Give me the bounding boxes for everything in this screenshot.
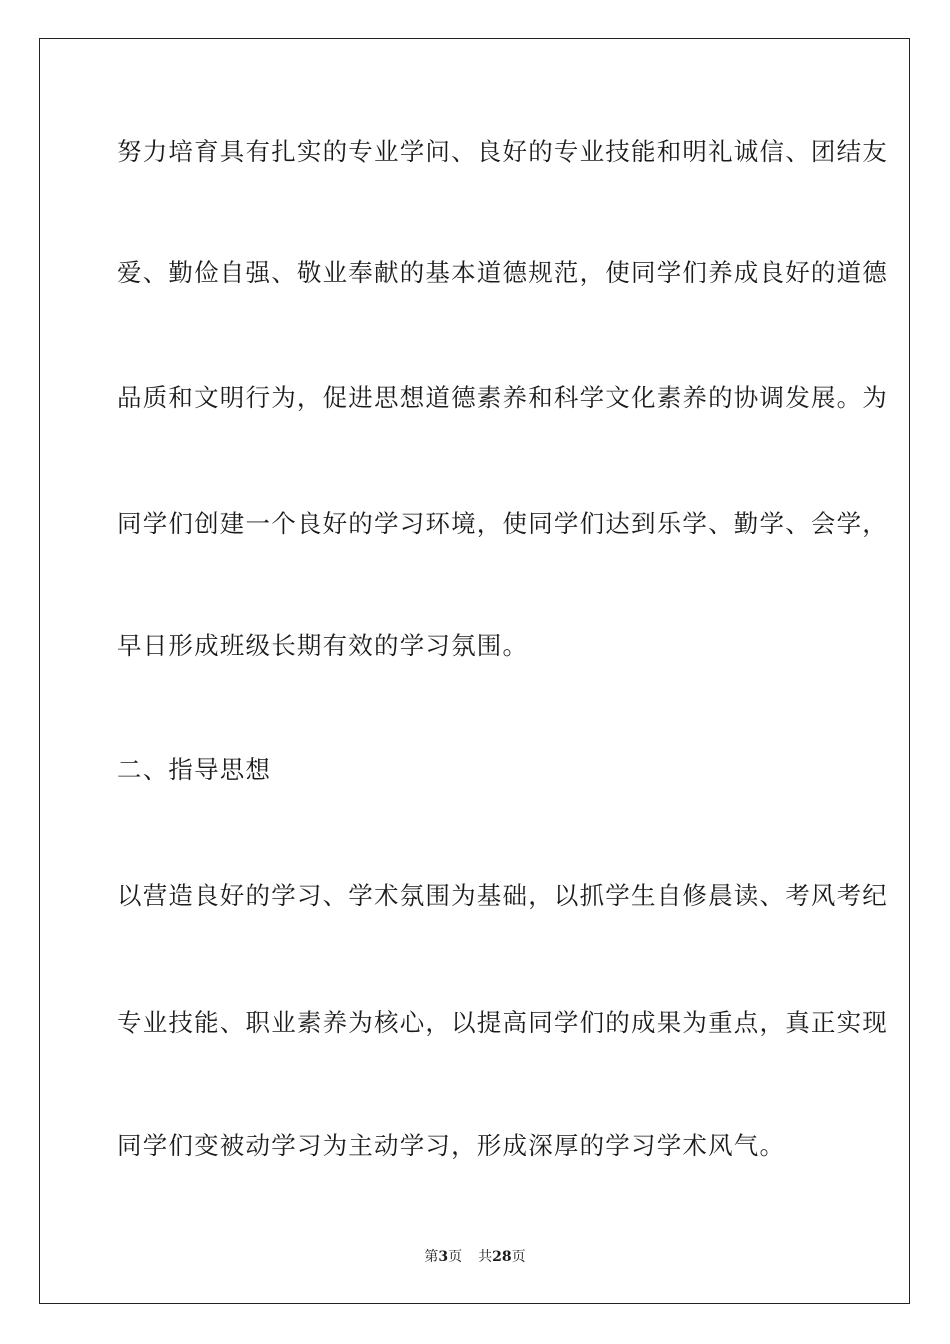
section-heading: 二、指导思想 (117, 755, 272, 784)
footer-page-number: 3 (438, 1249, 449, 1265)
footer-total-pages: 28 (492, 1249, 512, 1265)
body-line-2: 爱、勤俭自强、敬业奉献的基本道德规范，使同学们养成良好的道德 (117, 258, 888, 287)
footer-page-unit: 页 (448, 1249, 463, 1265)
body-line-7: 专业技能、职业素养为核心，以提高同学们的成果为重点，真正实现 (117, 1008, 888, 1037)
body-line-6: 以营造良好的学习、学术氛围为基础，以抓学生自修晨读、考风考纪 (117, 881, 888, 910)
body-line-1: 努力培育具有扎实的专业学问、良好的专业技能和明礼诚信、团结友 (117, 137, 888, 166)
body-line-8: 同学们变被动学习为主动学习，形成深厚的学习学术风气。 (117, 1131, 786, 1160)
body-line-4: 同学们创建一个良好的学习环境，使同学们达到乐学、勤学、会学， (117, 509, 888, 538)
footer-page-prefix: 第 (424, 1249, 439, 1265)
body-line-5: 早日形成班级长期有效的学习氛围。 (117, 631, 529, 660)
footer-total-unit: 页 (511, 1249, 526, 1265)
page-border (39, 38, 910, 1304)
footer-total-prefix: 共 (478, 1249, 493, 1265)
body-line-3: 品质和文明行为，促进思想道德素养和科学文化素养的协调发展。为 (117, 383, 888, 412)
page-footer (0, 1248, 950, 1266)
